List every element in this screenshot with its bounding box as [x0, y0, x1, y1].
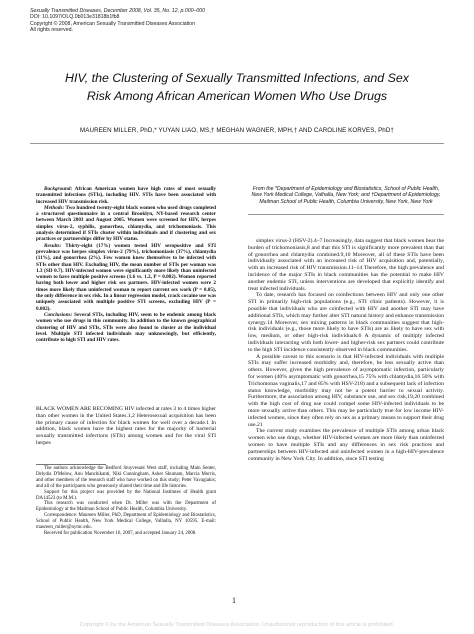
intro-paragraph: BLACK WOMEN ARE BECOMING HIV infected at rates 3 to 4 times higher than other women in the United States.1,2 Heterosexual acquisition has been the primary cause of infection for black women for well over a decade.1 In addition, black women have the highest rates for the majority of bacterial sexually transmitted infections (STIs) among women and for the viral STI herpes	[36, 406, 216, 446]
title-line-2: Risk Among African American Women Who Use Drugs	[86, 88, 388, 103]
article-title	[36, 70, 438, 105]
body-paragraph: The current study examines the prevalence of multiple STIs among urban black women who use drugs, whether HIV-infected women are more likely than uninfected women to have multiple STIs and any differences in sex risk practices and partnerships between HIV-infected and uninfected women in a high-HIV-prevalence community in New York City. In addition, since STI testing	[248, 428, 444, 462]
abstract-label: Methods:	[44, 204, 65, 211]
doi: DOI: 10.1097/OLQ.0b013e31818b1fb8	[30, 14, 120, 21]
author-list: MAUREEN MILLER, PhD,* YUYAN LIAO, MS,† MEGHAN WAGNER, MPH,† AND CAROLINE KORVES, PhD†	[80, 127, 394, 134]
body-text-right	[248, 238, 444, 462]
page-number: 1	[232, 596, 236, 605]
body-paragraph: A possible caveat to this scenario is that HIV-infected individuals with multiple STIs may suffer increased morbidity and, therefore, be less sexually active than others. However, given the high prevalence of asymptomatic infection, particularly for women (40% asymptomatic with gonorrhea,15 75% with chlamydia,16 50% with Trichomonas vaginalis,17 and 85% with HSV-218) and a subsequent lack of infection status knowledge, morbidity may not be a potent barrier to sexual activity. Furthermore, the association among HIV, substance use, and sex risk,19,20 combined with the high cost of drug use could compel some HIV-infected individuals to be more sexually active than others. This may be particularly true for low income HIV-infected women, since they often rely on sex as a primary means to support their drug use.21	[248, 353, 444, 428]
abstract-background	[36, 186, 216, 205]
copyright-line: Copyright © 2008, American Sexually Transmitted Diseases Association	[30, 20, 195, 27]
body-paragraph: To date, research has focused on coinfections between HIV and only one other STI in primarily high-risk populations (e.g., STI clinic patients). However, it is possible that individuals who are coinfected with HIV and another STI may have additional STIs, which may further alter STI natural history and enhance transmission synergy.14 Moreover, sex mixing patterns in black communities suggest that high-risk individuals (e.g., those more likely to have STIs) are as likely to have sex with low, medium, or other high-risk individuals.6 A dynamic of multiply infected individuals interacting with both lower- and higher-risk sex partners could contribute to the high STI incidence consistently observed in black communities.	[248, 292, 444, 353]
abstract-conclusions	[36, 312, 216, 343]
footnote-support: Support for this project was provided by the National Institutes of Health grant DA14523 (to M.M.).	[36, 489, 216, 501]
footnotes	[36, 466, 216, 537]
footnote-correspondence: Correspondence: Maureen Miller, PhD, Department of Epidemiology and Biostatistics, School of Public Health, New York Medical College, Valhalla, NY 10595. E-mail: maureen_miller@nymc.edu.	[36, 513, 216, 531]
abstract	[36, 186, 216, 343]
journal-citation: Sexually Transmitted Diseases, December 2008, Vol. 35, No. 12, p.000–000	[30, 8, 206, 14]
title-line-1: HIV, the Clustering of Sexually Transmitted Infections, and Sex	[65, 71, 409, 85]
affiliation: From the *Department of Epidemiology and Biostatistics, School of Public Health, New York Medical College, Valhalla, New York; and †Department of Epidemiology, Mailman School of Public Health, Columbia University, New York, New York	[251, 186, 441, 205]
title-divider	[30, 143, 444, 144]
copyright-watermark: Copyright © by the American Sexually Transmitted Diseases Association. Unauthorized reproduction of this article is prohibited.	[79, 622, 395, 628]
abstract-text: Thirty-eight (17%) women tested HIV seropositive and STI prevalence was herpes simplex virus-2 (79%), trichomoniasis (37%), chlamydia (11%), and gonorrhea (2%). Few women knew themselves to be infected with STIs other than HIV. Excluding HIV, the mean number of STIs per woman was 1.3 (SD 0.7). HIV-infected women were significantly more likely than uninfected women to have multiple positive screens (1.6 vs. 1.2, P = 0.002). Women reported having both lower and higher risk sex partners. HIV-infected women were 2 times more likely than uninfected woman to report current sex work (P = 0.05), the only difference in sex risk. In a linear regression model, crack cocaine use was uniquely associated with multiple positive STI screens, excluding HIV (P = 0.002).	[36, 242, 217, 312]
body-paragraph: simplex virus-2 (HSV-2).4–7 Increasingly, data suggest that black women bear the burden of trichomoniasis,8 and that this STI is significantly more prevalent than that of gonorrhea and chlamydia combined.9,10 Moreover, all of these STIs have been individually associated with an increased risk of HIV acquisition and, potentially, with an increased risk of HIV transmission.11–14 Therefore, the high prevalence and incidence of the major STIs in black communities has the potential to make HIV another endemic STI, unless interventions are developed that explicitly identify and treat infected individuals.	[248, 238, 444, 292]
journal-header	[30, 8, 205, 34]
footnote-acknowledgments: The authors acknowledge the Bedford Stuyvesant West staff, including Main Senter, Delydia D'Melow, Anu Manchikanti, Niki Cunningham, Asher Shumam, Marcia Morris, and other members of the research staff who have worked on this study; Peter Vavagiakis; and all of the participants who generously shared their time and life histories.	[36, 466, 216, 489]
rights-line: All rights reserved.	[30, 27, 73, 34]
abstract-label: Background:	[44, 186, 73, 192]
abstract-text: Several STIs, including HIV, seem to be endemic among black women who use drugs in this community. In addition to the known geographical clustering of HIV and STIs, STIs were also found to cluster at the individual level. Multiple STI infected individuals may unknowingly, but efficiently, contribute to high STI and HIV rates.	[36, 311, 216, 344]
abstract-text: African American women have high rates of most sexually transmitted infections (STIs), including HIV. STIs have been associated with increased HIV transmission risk.	[36, 186, 216, 205]
abstract-methods	[36, 205, 216, 243]
abstract-text: Two hundred twenty-eight black women who used drugs completed a structured questionnaire in a central Brooklyn, NY-based research center between March 2003 and August 2005. Women were screened for HIV, herpes simplex virus-2, syphilis, gonorrhea, chlamydia, and trichomoniasis. This analysis determined if STIs cluster within individuals and if clustering and sex practices or partnerships differ by HIV status.	[36, 204, 216, 243]
abstract-results	[36, 243, 216, 312]
body-text-left	[36, 406, 216, 447]
affiliation-divider	[248, 214, 444, 215]
abstract-label: Results:	[44, 242, 62, 249]
footnote-affiliation-note: This research was conducted when Dr. Miller was with the Department of Epidemiology at the Mailman School of Public Health, Columbia University.	[36, 501, 216, 513]
footnote-received: Received for publication November 16, 2007, and accepted January 24, 2008.	[44, 530, 197, 536]
footnote-divider	[36, 464, 106, 465]
abstract-label: Conclusions:	[44, 311, 73, 318]
